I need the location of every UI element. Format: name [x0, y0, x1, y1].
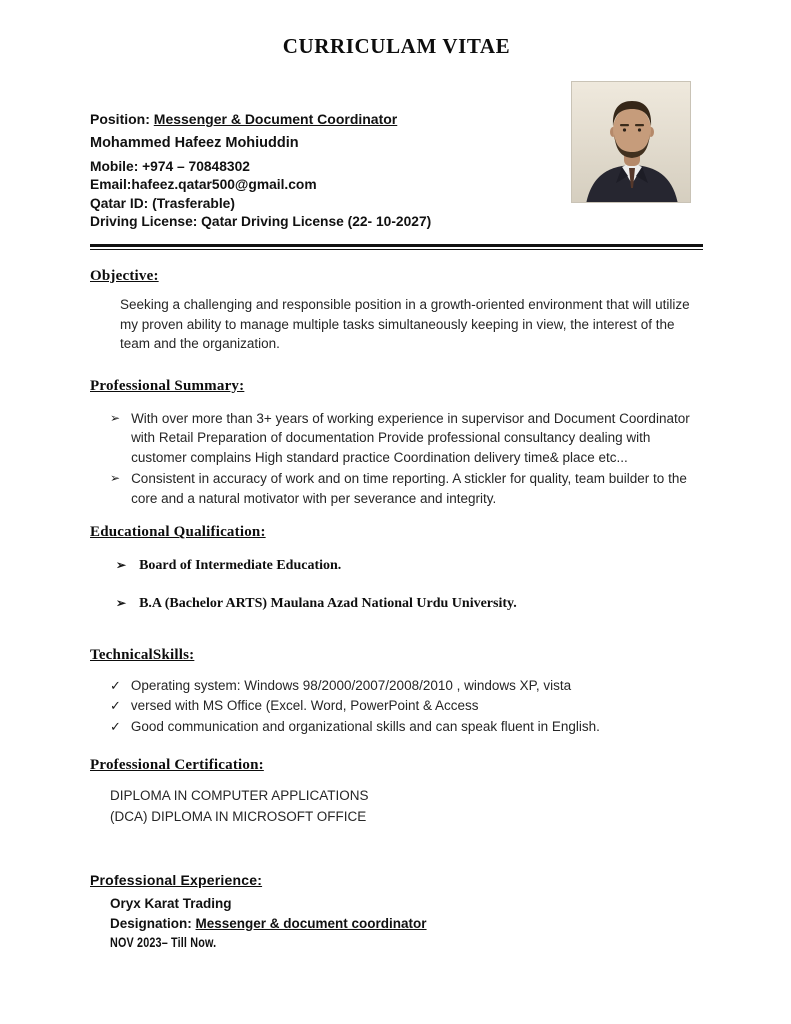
- experience-section: [90, 872, 703, 953]
- summary-item-text: Consistent in accuracy of work and on time reporting. A stickler for quality, team builder to the core and a natural motivator with per severance and integrity.: [131, 471, 687, 506]
- check-bullet-icon: ✓: [110, 677, 121, 693]
- summary-heading: Professional Summary:: [90, 377, 245, 394]
- objective-heading: Objective:: [90, 267, 159, 284]
- candidate-name: Mohammed Hafeez Mohiuddin: [90, 135, 299, 151]
- education-item-text: B.A (Bachelor ARTS) Maulana Azad National Urdu University.: [139, 595, 517, 611]
- skill-item: [90, 696, 703, 717]
- header-divider: [90, 244, 703, 250]
- designation-label: Designation:: [110, 915, 196, 931]
- skill-item: [90, 676, 703, 697]
- experience-designation-line: [90, 914, 703, 934]
- position-label: Position:: [90, 111, 154, 127]
- skill-item: [90, 717, 703, 738]
- objective-text: Seeking a challenging and responsible position in a growth-oriented environment that will utilize my proven ability to manage multiple tasks simultaneously keeping in view, the interest of the team and the organization.: [120, 296, 690, 352]
- skill-item-text: versed with MS Office (Excel. Word, PowerPoint & Access: [130, 698, 479, 714]
- certification-line: DIPLOMA IN COMPUTER APPLICATIONS: [110, 788, 369, 804]
- arrow-bullet-icon: ➢: [116, 558, 127, 573]
- certification-line: (DCA) DIPLOMA IN MICROSOFT OFFICE: [110, 809, 367, 825]
- arrow-bullet-icon: ➢: [110, 410, 121, 425]
- check-bullet-icon: ✓: [110, 698, 121, 714]
- driving-license-line: Driving License: Qatar Driving License (22- 10-2027): [90, 214, 432, 230]
- experience-period: NOV 2023– Till Now.: [110, 935, 217, 951]
- check-bullet-icon: ✓: [110, 718, 121, 734]
- mobile-line: Mobile: +974 – 70848302: [90, 159, 250, 174]
- education-heading: Educational Qualification:: [90, 524, 266, 541]
- skills-heading: TechnicalSkills:: [90, 646, 195, 663]
- certification-heading: Professional Certification:: [90, 757, 264, 774]
- education-item: [90, 595, 703, 613]
- page-title: CURRICULAM VITAE: [282, 34, 511, 58]
- summary-item: [90, 469, 703, 508]
- summary-list: [90, 409, 703, 509]
- objective-section: [90, 268, 703, 354]
- skill-item-text: Good communication and organizational skills and can speak fluent in English.: [130, 718, 600, 734]
- arrow-bullet-icon: ➢: [116, 595, 127, 610]
- arrow-bullet-icon: ➢: [110, 471, 121, 486]
- education-list: [90, 557, 703, 612]
- skills-section: [90, 647, 703, 738]
- qatar-id-line: Qatar ID: (Trasferable): [90, 195, 235, 211]
- experience-period-line: [90, 933, 703, 953]
- education-item: [90, 557, 703, 575]
- photo-illustration: [572, 82, 691, 203]
- email-line: Email:hafeez.qatar500@gmail.com: [90, 177, 317, 193]
- certification-lines: [90, 786, 703, 828]
- experience-heading: Professional Experience:: [90, 872, 263, 889]
- position-value: Messenger & Document Coordinator: [153, 111, 398, 127]
- education-item-text: Board of Intermediate Education.: [139, 558, 342, 574]
- contact-block: [90, 111, 560, 232]
- candidate-photo: [571, 81, 691, 203]
- summary-item: [90, 409, 703, 468]
- skill-item-text: Operating system: Windows 98/2000/2007/2008/2010 , windows XP, vista: [130, 677, 572, 693]
- header-section: [90, 111, 703, 232]
- skills-list: [90, 676, 703, 738]
- summary-section: [90, 378, 703, 509]
- certification-section: [90, 757, 703, 828]
- education-section: [90, 524, 703, 612]
- summary-item-text: With over more than 3+ years of working experience in supervisor and Document Coordinator with Retail Preparation of documentation Provide professional consultancy dealing with customer complains High standard practice Coordination delivery time& place etc...: [131, 410, 690, 465]
- position-line: [90, 111, 560, 127]
- designation-value: Messenger & document coordinator: [195, 915, 427, 931]
- experience-company: Oryx Karat Trading: [110, 896, 232, 912]
